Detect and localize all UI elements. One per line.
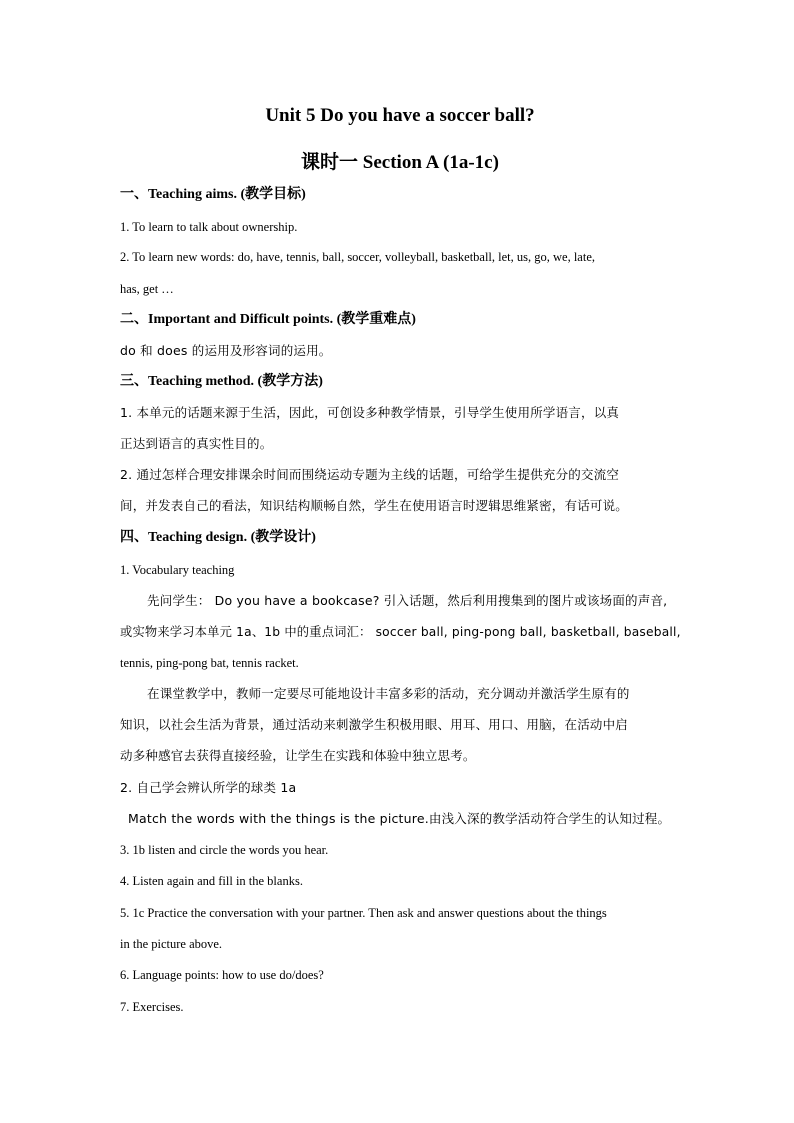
method-line-2: 正达到语言的真实性目的。 [120,436,273,451]
points-line-1: do 和 does 的运用及形容词的运用。 [120,343,332,358]
design-line-3: 或实物来学习本单元 1a、1b 中的重点词汇： soccer ball, ping-pong ball, basketball, baseball, [120,625,681,639]
method-line-4: 间，并发表自己的看法，知识结构顺畅自然，学生在使用语言时逻辑思维紧密，有话可说。 [120,498,629,513]
method-line-3: 2. 通过怎样合理安排课余时间而围绕运动专题为主线的话题，可给学生提供充分的交流空 [120,467,620,482]
design-line-15: 7. Exercises. [120,1000,184,1014]
section-heading-points: 二、Important and Difficult points. (教学重难点) [120,312,416,327]
design-line-5: 在课堂教学中，教师一定要尽可能地设计丰富多彩的活动，充分调动并激活学生原有的 [147,686,630,701]
design-line-2: 先问学生： Do you have a bookcase? 引入话题，然后利用搜集到的图片或该场面的声音, [147,593,668,608]
document-title: Unit 5 Do you have a soccer ball? [265,105,535,126]
section-heading-design: 四、Teaching design. (教学设计) [120,530,316,545]
document-subtitle: 课时一 Section A (1a-1c) [301,152,499,173]
design-line-12: 5. 1c Practice the conversation with your partner. Then ask and answer questions about the things [120,906,607,920]
design-line-11: 4. Listen again and fill in the blanks. [120,874,303,888]
section-heading-aims: 一、Teaching aims. (教学目标) [120,187,306,202]
design-line-6: 知识，以社会生活为背景，通过活动来刺激学生积极用眼、用耳、用口、用脑，在活动中启 [120,717,629,732]
design-line-9: Match the words with the things is the picture.由浅入深的教学活动符合学生的认知过程。 [128,811,671,826]
design-line-7: 动多种感官去获得直接经验，让学生在实践和体验中独立思考。 [120,748,476,763]
design-line-8: 2. 自己学会辨认所学的球类 1a [120,780,297,795]
document-page [120,0,680,1123]
method-line-1: 1. 本单元的话题来源于生活，因此，可创设多种教学情景，引导学生使用所学语言，以真 [120,405,620,420]
section-heading-method: 三、Teaching method. (教学方法) [120,374,323,389]
design-line-4: tennis, ping-pong bat, tennis racket. [120,656,299,670]
aims-line-1: 1. To learn to talk about ownership. [120,220,298,234]
design-line-13: in the picture above. [120,937,223,951]
design-line-1: 1. Vocabulary teaching [120,563,235,577]
aims-line-3: has, get … [120,282,174,296]
aims-line-2: 2. To learn new words: do, have, tennis, ball, soccer, volleyball, basketball, let, us, go, we, late, [120,250,596,264]
design-line-10: 3. 1b listen and circle the words you hear. [120,843,329,857]
design-line-14: 6. Language points: how to use do/does? [120,968,324,982]
